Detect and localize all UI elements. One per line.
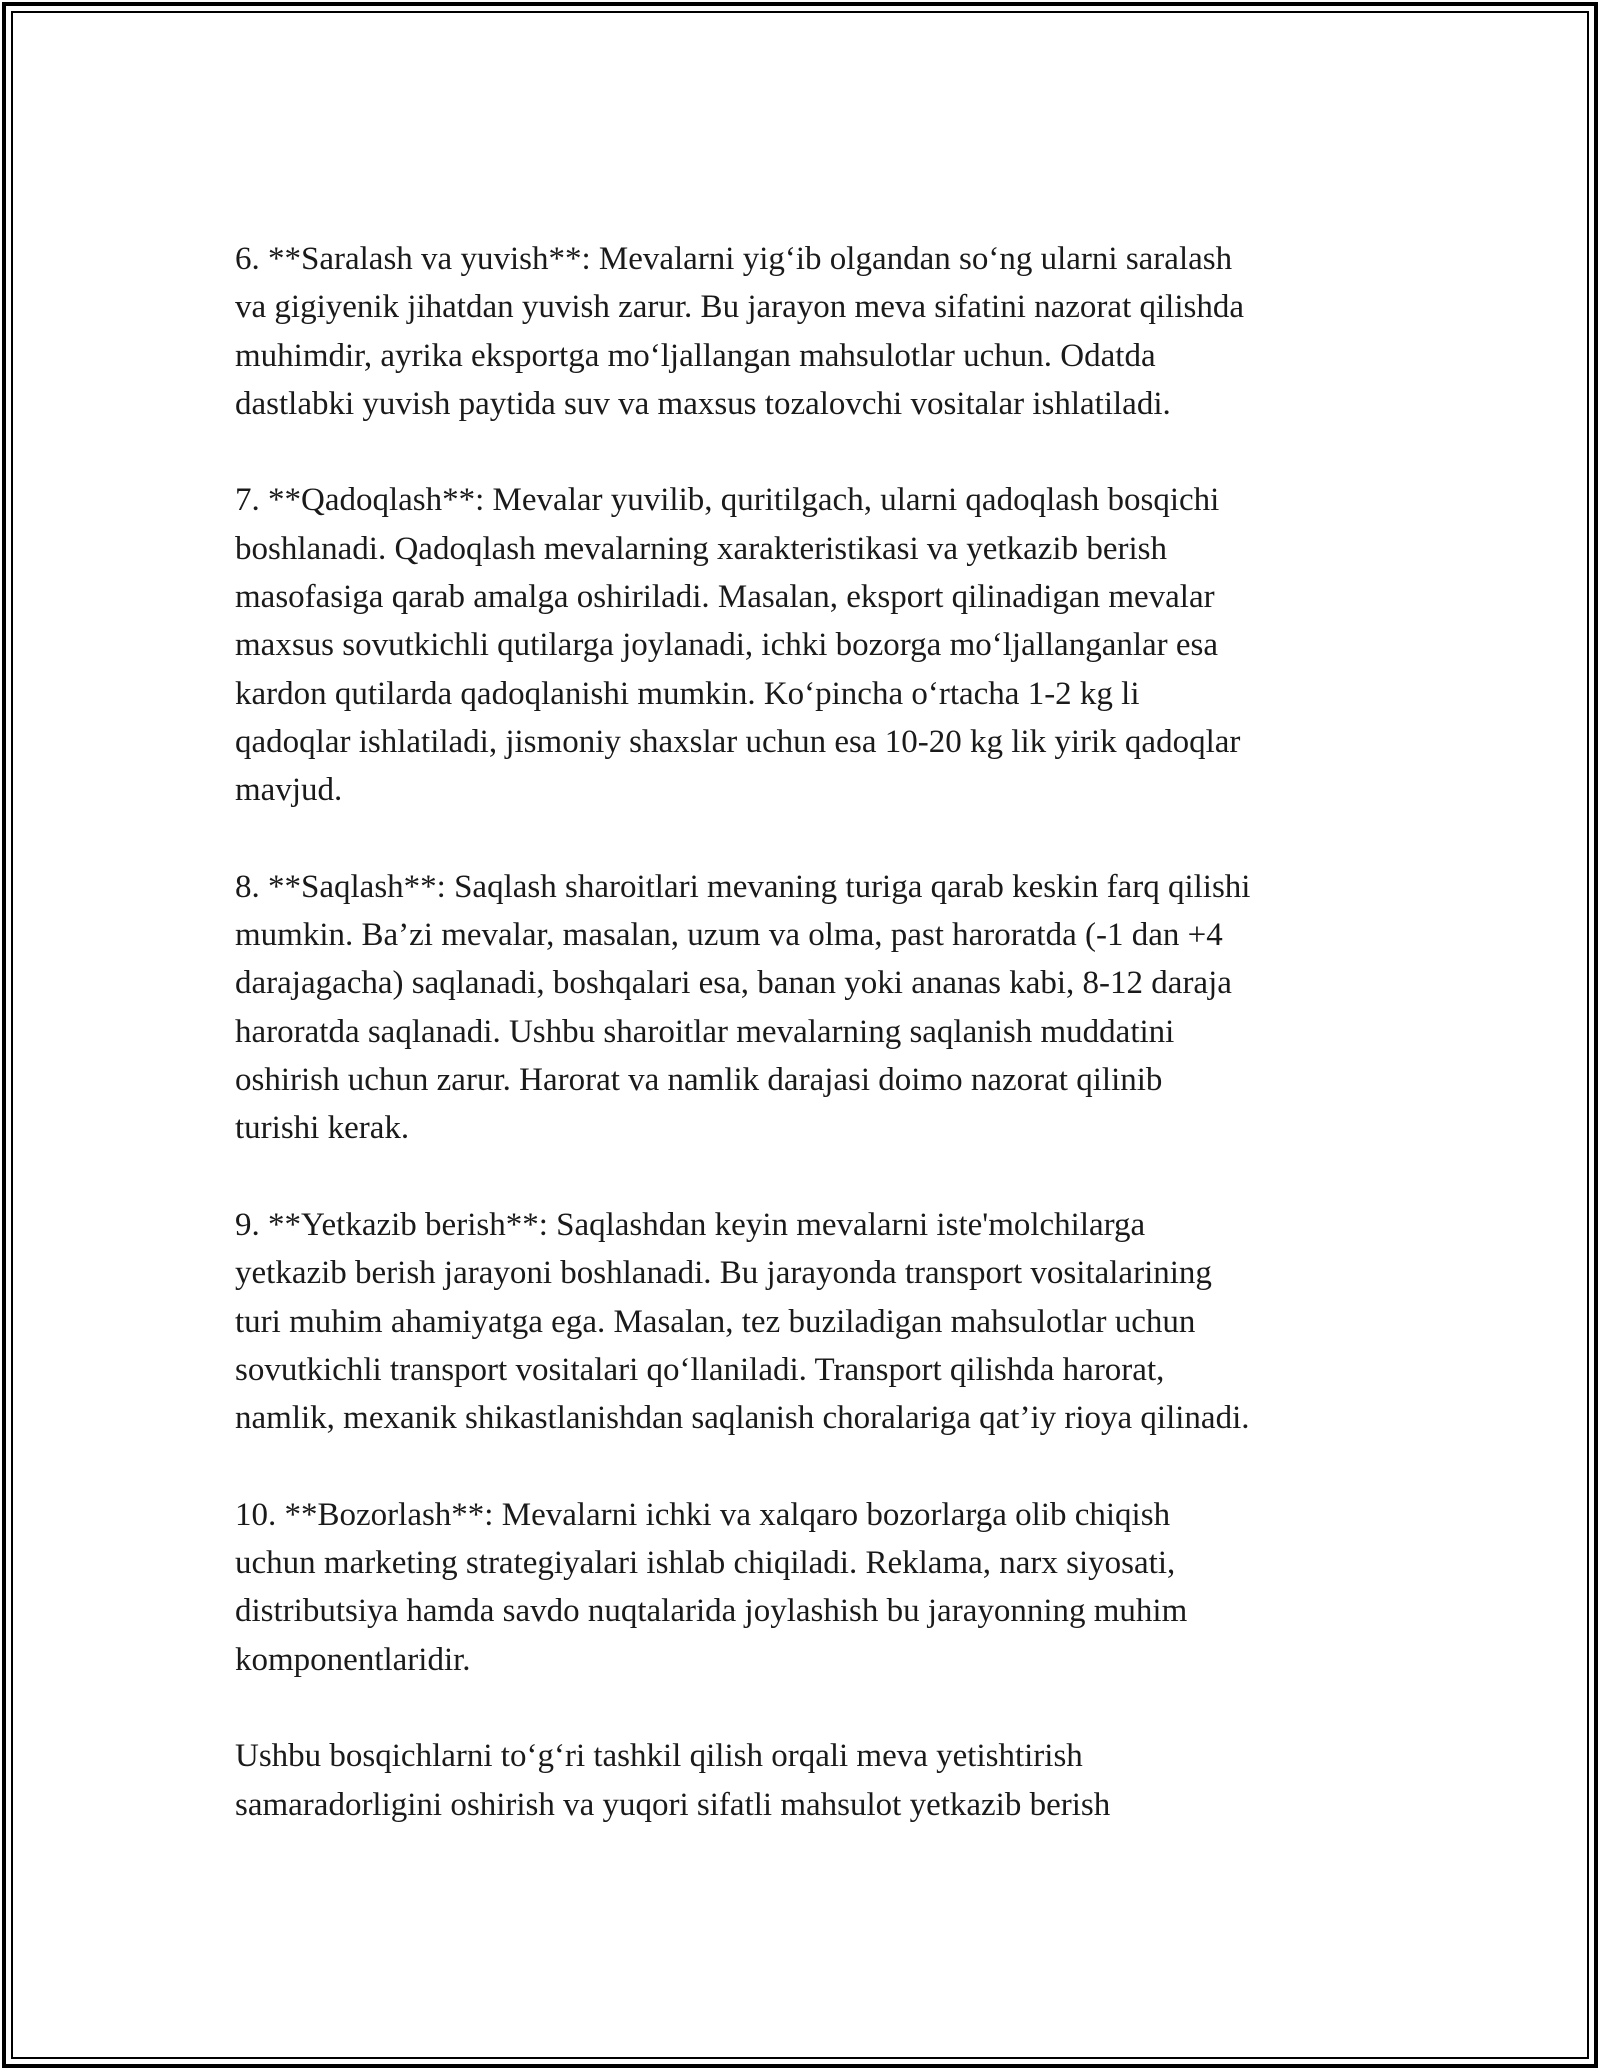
paragraph-saqlash: 8. **Saqlash**: Saqlash sharoitlari mevaning turiga qarab keskin farq qilishi mumkin. Ba’zi mevalar, masalan, uzum va olma, past haroratda (-1 dan +4 darajagacha) saqlanadi, boshqalari esa, banan yoki ananas kabi, 8-12 daraja haroratda saqlanadi. Ushbu sharoitlar mevalarning saqlanish muddatini oshirish uchun zarur. Harorat va namlik darajasi doimo nazorat qilinib turishi kerak. bbox=[235, 868, 1251, 1147]
paragraph-yetkazib-berish: 9. **Yetkazib berish**: Saqlashdan keyin mevalarni iste'molchilarga yetkazib berish jarayoni boshlanadi. Bu jarayonda transport vositalarining turi muhim ahamiyatga ega. Masalan, tez buziladigan mahsulotlar uchun sovutkichli transport vositalari qo‘llaniladi. Transport qilishda harorat, namlik, mexanik shikastlanishdan saqlanish choralariga qat’iy rioya qilinadi. bbox=[235, 1206, 1250, 1437]
paragraph-conclusion: Ushbu bosqichlarni to‘g‘ri tashkil qilish orqali meva yetishtirish samaradorligini oshirish va yuqori sifatli mahsulot yetkazib berish bbox=[235, 1738, 1111, 1823]
document-body bbox=[235, 235, 1375, 1877]
paragraph-qadoqlash: 7. **Qadoqlash**: Mevalar yuvilib, quritilgach, ularni qadoqlash bosqichi boshlanadi. Qadoqlash mevalarning xarakteristikasi va yetkazib berish masofasiga qarab amalga oshiriladi. Masalan, eksport qilinadigan mevalar maxsus sovutkichli qutilarga joylanadi, ichki bozorga mo‘ljallanganlar esa kardon qutilarda qadoqlanishi mumkin. Ko‘pincha o‘rtacha 1-2 kg li qadoqlar ishlatiladi, jismoniy shaxslar uchun esa 10-20 kg lik yirik qadoqlar mavjud. bbox=[235, 482, 1241, 809]
paragraph-saralash-va-yuvish: 6. **Saralash va yuvish**: Mevalarni yig‘ib olgandan so‘ng ularni saralash va gigiyenik jihatdan yuvish zarur. Bu jarayon meva sifatini nazorat qilishda muhimdir, ayrika eksportga mo‘ljallangan mahsulotlar uchun. Odatda dastlabki yuvish paytida suv va maxsus tozalovchi vositalar ishlatiladi. bbox=[235, 241, 1244, 422]
paragraph-bozorlash: 10. **Bozorlash**: Mevalarni ichki va xalqaro bozorlarga olib chiqish uchun marketing strategiyalari ishlab chiqiladi. Reklama, narx siyosati, distributsiya hamda savdo nuqtalarida joylashish bu jarayonning muhim komponentlaridir. bbox=[235, 1496, 1188, 1678]
